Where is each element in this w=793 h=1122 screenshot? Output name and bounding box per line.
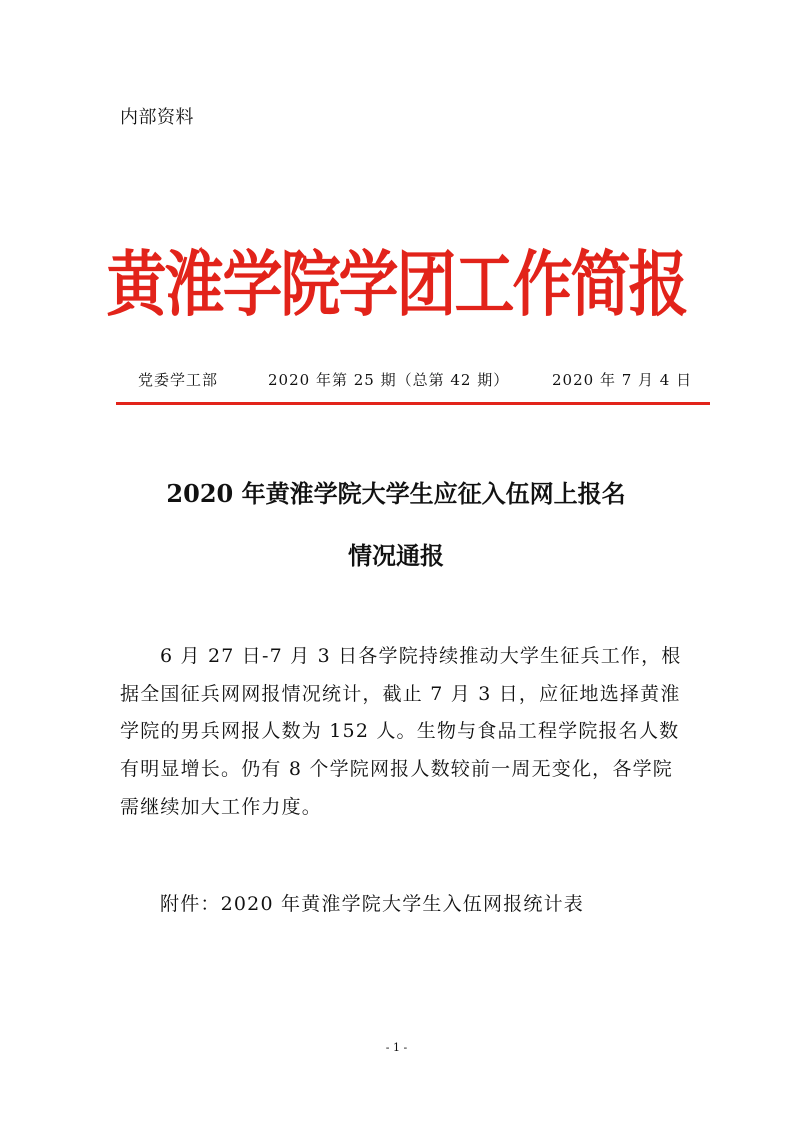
body-line: 需继续加大工作力度。 bbox=[120, 796, 323, 818]
body-line: 有明显增长。仍有 8 个学院网报人数较前一周无变化，各学院 bbox=[120, 758, 673, 780]
document-title-line-1: 2020 年黄淮学院大学生应征入伍网上报名 bbox=[166, 479, 626, 508]
document-title-line-2: 情况通报 bbox=[348, 541, 444, 570]
body-line: 据全国征兵网网报情况统计，截止 7 月 3 日，应征地选择黄淮 bbox=[120, 683, 681, 705]
page-number: - 1 - bbox=[385, 1041, 408, 1054]
red-divider-rule bbox=[116, 402, 710, 405]
issue-date: 2020 年 7 月 4 日 bbox=[552, 371, 693, 389]
masthead-title: 黄淮学院学团工作简报 bbox=[106, 243, 687, 327]
classification-label: 内部资料 bbox=[120, 107, 194, 128]
attachment-note: 附件：2020 年黄淮学院大学生入伍网报统计表 bbox=[160, 893, 584, 915]
body-line: 学院的男兵网报人数为 152 人。生物与食品工程学院报名人数 bbox=[120, 720, 680, 742]
issue-number: 2020 年第 25 期（总第 42 期） bbox=[268, 371, 510, 389]
issue-info-line bbox=[0, 368, 793, 392]
issuing-department: 党委学工部 bbox=[138, 371, 219, 389]
body-line: 6 月 27 日-7 月 3 日各学院持续推动大学生征兵工作，根 bbox=[160, 645, 682, 667]
